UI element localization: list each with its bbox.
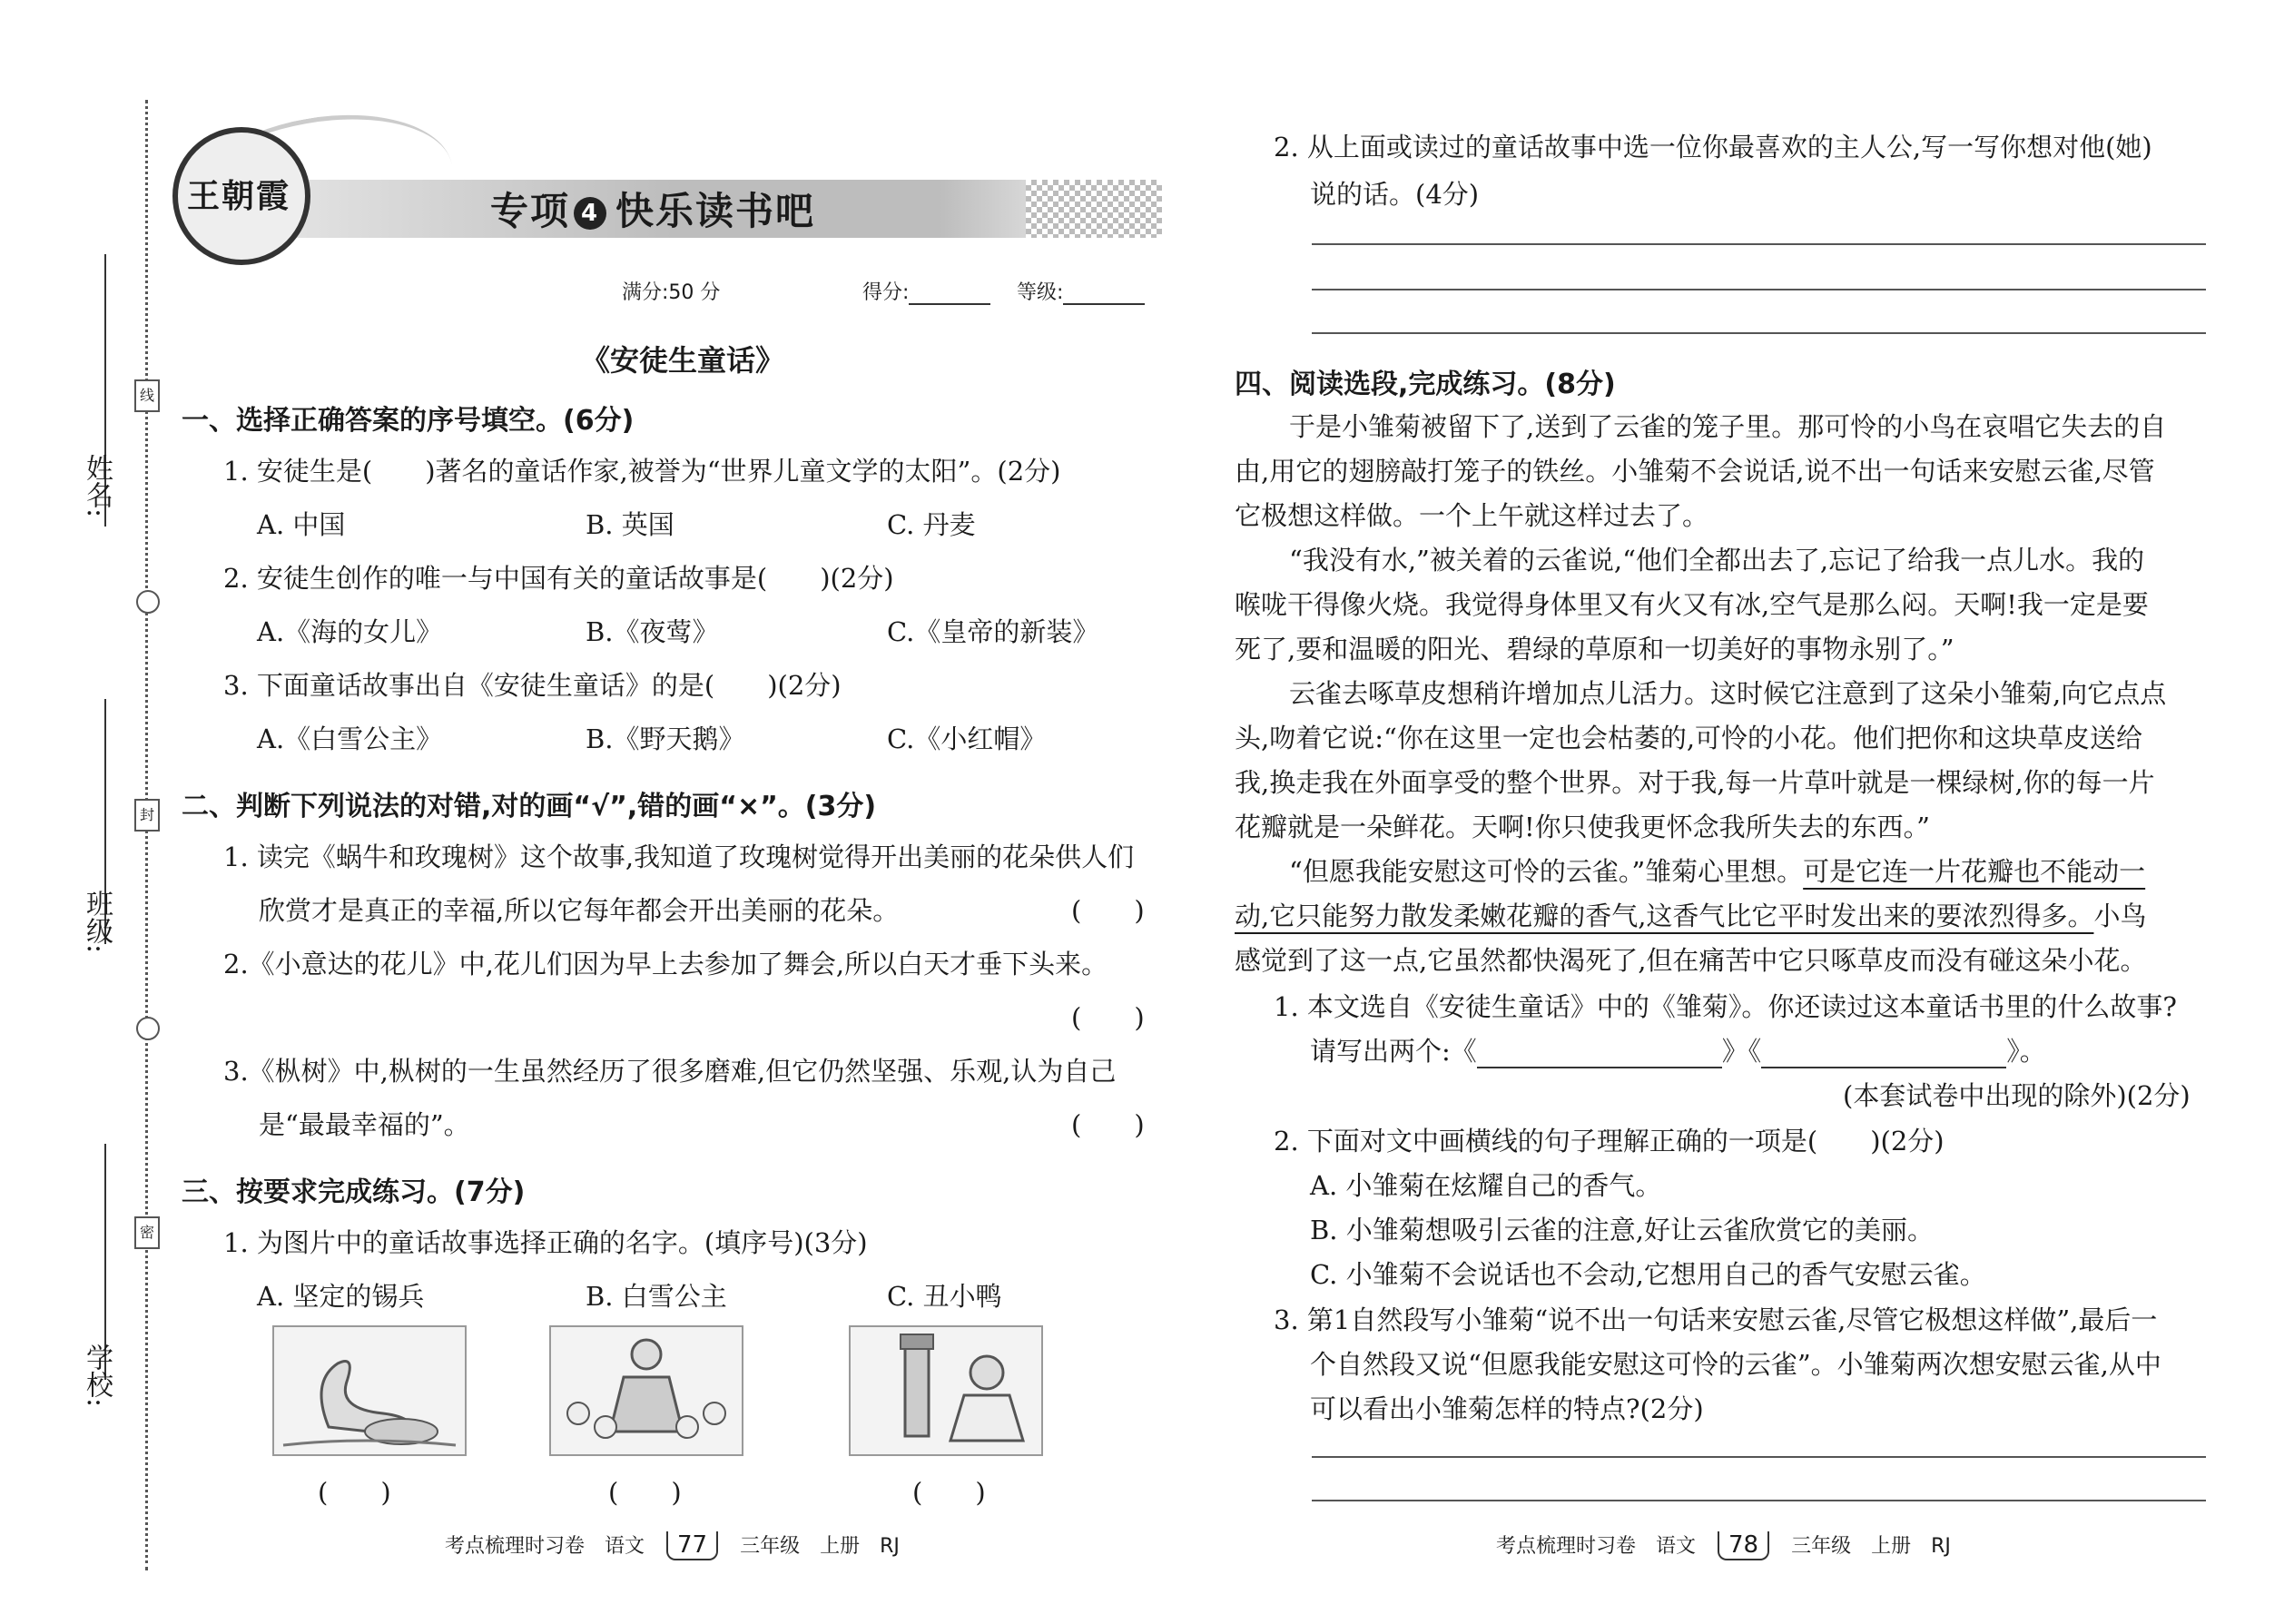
s4-p1-line1: 于是小雏菊被留下了,送到了云雀的笼子里。那可怜的小鸟在哀唱它失去的自 [1289,411,2167,442]
s4-q2-option-b[interactable]: B. 小雏菊想吸引云雀的注意,好让云雀欣赏它的美丽。 [1310,1215,1934,1245]
s2-q1-line2: 欣赏才是真正的幸福,所以它每年都会开出美丽的花朵。 [259,895,900,926]
score-label: 得分: [862,281,910,304]
s4-p4-plain-b: 小鸟 [2093,901,2147,931]
footer-left-grade: 三年级 上册 RJ [740,1535,900,1558]
s4-p2-line2: 喉咙干得像火烧。我觉得身体里又有火又有冰,空气是那么闷。天啊!我一定是要 [1235,589,2149,620]
s2-q2-answer[interactable]: ( ) [1071,1002,1145,1033]
s3-q1-option-b: B. 白雪公主 [586,1281,727,1312]
score-field [862,277,990,305]
s3-q2-line2: 说的话。(4分) [1310,179,1480,210]
grade-label: 等级: [1017,281,1064,304]
class-label: 班级: [81,890,113,954]
full-score: 满分:50 分 [622,281,721,304]
brand-logo-text: 王朝霞 [187,177,291,215]
title-prefix: 专项 [490,189,571,233]
s3-q2-line1: 2. 从上面或读过的童话故事中选一位你最喜欢的主人公,写一写你想对他(她) [1274,132,2152,162]
s4-p4-underlined-b: 动,它只能努力散发柔嫩花瓣的香气,这香气比它平时发出来的要浓烈得多。 [1235,901,2094,931]
s4-p1-line3: 它极想这样做。一个上午就这样过去了。 [1235,500,1709,531]
s4-q1-note: (本套试卷中出现的除外)(2分) [1843,1080,2191,1111]
s2-q1-answer[interactable]: ( ) [1071,895,1145,926]
s3-q2-answer-line-2[interactable] [1312,289,2206,290]
s1-q1-option-b[interactable]: B. 英国 [586,509,674,540]
s4-p3-line2: 头,吻着它说:“你在这里一定也会枯萎的,可怜的小花。他们把你和这块草皮送给 [1235,723,2143,753]
section-subtitle: 《安徒生童话》 [581,343,785,378]
s2-q3-line2: 是“最最幸福的”。 [259,1109,470,1140]
s1-q3-option-a[interactable]: A.《白雪公主》 [257,723,443,754]
page-title [490,182,815,236]
s4-p2-line3: 死了,要和温暖的阳光、碧绿的草原和一切美好的事物永别了。” [1235,634,1954,664]
s1-q2-option-a[interactable]: A.《海的女儿》 [257,616,443,647]
school-label: 学校: [81,1343,113,1408]
binding-hole [136,1017,160,1040]
s4-q1-separator: 》《 [1721,1036,1762,1067]
s4-p3-line3: 我,换走我在外面享受的整个世界。对于我,每一片草叶就是一棵绿树,你的每一片 [1235,767,2155,798]
s3-q2-answer-line-1[interactable] [1312,243,2206,245]
snow-white-icon [551,1327,742,1454]
s4-q1-end: 》。 [2006,1036,2046,1067]
s1-q2-option-c[interactable]: C.《皇帝的新装》 [887,616,1099,647]
illustration-snow-white [549,1325,743,1456]
s1-q3-option-c[interactable]: C.《小红帽》 [887,723,1047,754]
s3-q2-answer-line-3[interactable] [1312,332,2206,334]
s4-q3-answer-line-2[interactable] [1312,1500,2206,1501]
s4-p3-line1: 云雀去啄草皮想稍许增加点儿活力。这时候它注意到了这朵小雏菊,向它点点 [1289,678,2167,709]
score-blank[interactable] [909,303,990,305]
grade-blank[interactable] [1063,303,1145,305]
footer-left-series: 考点梳理时习卷 语文 [445,1535,645,1558]
s1-q2-option-b[interactable]: B.《夜莺》 [586,616,719,647]
binding-dotted-line [145,100,148,1570]
s1-question-1: 1. 安徒生是( )著名的童话作家,被誉为“世界儿童文学的太阳”。(2分) [223,456,1061,487]
title-number: 4 [574,197,606,230]
section3-heading: 三、按要求完成练习。(7分) [182,1176,526,1208]
margin-tag-feng: 封 [134,799,160,832]
s4-p4-underlined-a: 可是它连一片花瓣也不能动一 [1803,856,2146,887]
s4-q1-line2 [1310,1031,2046,1068]
footer-right [1496,1530,1951,1560]
s4-p4-plain-a: “但愿我能安慰这可怜的云雀。”雏菊心里想。 [1289,856,1804,887]
title-text: 快乐读书吧 [615,189,816,233]
swan-icon [274,1327,465,1454]
s4-p1-line2: 由,用它的翅膀敲打笼子的铁丝。小雏菊不会说话,说不出一句话来安慰云雀,尽管 [1235,456,2155,487]
footer-left [445,1530,900,1560]
s4-q1-blank-2[interactable] [1761,1067,2006,1068]
tin-soldier-icon [851,1327,1041,1454]
s4-q1-blank-1[interactable] [1477,1067,1722,1068]
s2-q3-answer[interactable]: ( ) [1071,1109,1145,1140]
binding-hole [136,590,160,614]
s1-q1-option-a[interactable]: A. 中国 [257,509,346,540]
margin-tag-mi: 密 [134,1216,160,1249]
s4-p2-line1: “我没有水,”被关着的云雀说,“他们全都出去了,忘记了给我一点儿水。我的 [1289,545,2145,576]
s2-q2-line1: 2.《小意达的花儿》中,花儿们因为早上去参加了舞会,所以白天才垂下头来。 [223,949,1108,979]
s4-p4-line2 [1235,896,2146,933]
s4-q2-option-a[interactable]: A. 小雏菊在炫耀自己的香气。 [1310,1170,1662,1201]
page-number-right: 78 [1718,1531,1769,1560]
s4-q3-line1: 3. 第1自然段写小雏菊“说不出一句话来安慰云雀,尽管它极想这样做”,最后一 [1274,1304,2158,1335]
margin-tag-xian: 线 [134,379,160,412]
s3-q1-option-a: A. 坚定的锡兵 [257,1281,425,1312]
s4-p4-line1 [1289,851,2145,889]
section4-heading: 四、阅读选段,完成练习。(8分) [1235,369,1616,400]
illustration-tin-soldier [849,1325,1043,1456]
section2-heading: 二、判断下列说法的对错,对的画“√”,错的画“×”。(3分) [182,791,877,822]
grade-field [1017,277,1145,305]
s1-q3-option-b[interactable]: B.《野天鹅》 [586,723,745,754]
footer-right-series: 考点梳理时习卷 语文 [1496,1535,1697,1558]
footer-right-grade: 三年级 上册 RJ [1791,1535,1951,1558]
s3-picture-2-answer[interactable]: ( ) [608,1477,682,1508]
s2-q1-line1: 1. 读完《蜗牛和玫瑰树》这个故事,我知道了玫瑰树觉得开出美丽的花朵供人们 [223,842,1135,872]
s3-picture-3-answer[interactable]: ( ) [912,1477,986,1508]
s4-q3-line2: 个自然段又说“但愿我能安慰这可怜的云雀”。小雏菊两次想安慰云雀,从中 [1310,1349,2161,1380]
s4-q3-line3: 可以看出小雏菊怎样的特点?(2分) [1310,1393,1704,1424]
s2-q3-line1: 3.《枞树》中,枞树的一生虽然经历了很多磨难,但它仍然坚强、乐观,认为自己 [223,1056,1117,1087]
s1-question-2: 2. 安徒生创作的唯一与中国有关的童话故事是( )(2分) [223,563,894,594]
s3-q1-option-c: C. 丑小鸭 [887,1281,1002,1312]
illustration-swan [272,1325,467,1456]
s4-q3-answer-line-1[interactable] [1312,1456,2206,1458]
s4-q1-line1: 1. 本文选自《安徒生童话》中的《雏菊》。你还读过这本童话书里的什么故事? [1274,991,2177,1022]
s3-picture-1-answer[interactable]: ( ) [318,1477,391,1508]
s1-question-3: 3. 下面童话故事出自《安徒生童话》的是( )(2分) [223,670,842,701]
s4-p3-line4: 花瓣就是一朵鲜花。天啊!你只使我更怀念我所失去的东西。” [1235,812,1930,842]
s4-q2-option-c[interactable]: C. 小雏菊不会说话也不会动,它想用自己的香气安慰云雀。 [1310,1259,1986,1290]
s3-question-1: 1. 为图片中的童话故事选择正确的名字。(填序号)(3分) [223,1227,868,1258]
section1-heading: 一、选择正确答案的序号填空。(6分) [182,405,635,437]
s4-p4-line3: 感觉到了这一点,它虽然都快渴死了,但在痛苦中它只啄草皮而没有碰这朵小花。 [1235,945,2147,976]
banner-pattern [1026,180,1162,238]
s1-q1-option-c[interactable]: C. 丹麦 [887,509,976,540]
name-label: 姓名: [81,454,113,518]
s4-q1-prompt: 请写出两个:《 [1310,1036,1477,1067]
s4-question-2: 2. 下面对文中画横线的句子理解正确的一项是( )(2分) [1274,1126,1944,1156]
page-number-left: 77 [666,1531,718,1560]
